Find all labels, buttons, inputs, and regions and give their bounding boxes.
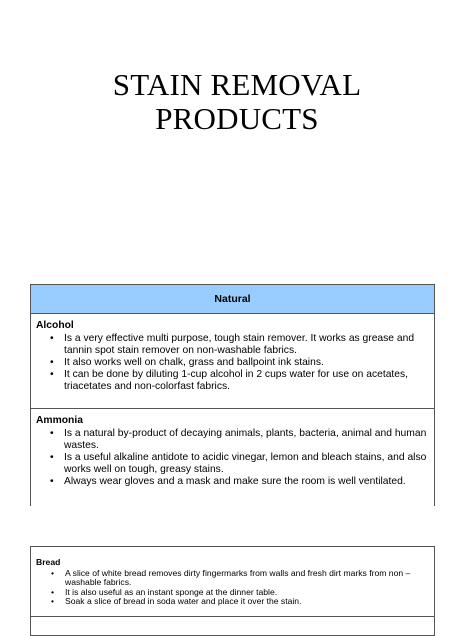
list-item xyxy=(36,569,434,588)
bullet-icon: • xyxy=(50,428,54,439)
alcohol-bullet-list xyxy=(36,333,434,393)
list-item xyxy=(36,428,434,452)
bullet-icon: • xyxy=(50,357,54,368)
list-item-text: It can be done by diluting 1-cup alcohol in 2 cups water for use on acetates, triacetates and non-colorfast fabrics. xyxy=(64,369,409,392)
page-title xyxy=(0,68,474,136)
list-item xyxy=(36,357,434,369)
section-title-bread: Bread xyxy=(36,557,61,567)
list-item xyxy=(36,369,434,393)
page-title-line-2: PRODUCTS xyxy=(155,101,319,136)
bullet-icon: • xyxy=(51,586,55,597)
bread-bullet-list xyxy=(36,569,434,607)
bullet-icon: • xyxy=(50,333,54,344)
list-item-text: Always wear gloves and a mask and make sure the room is well ventilated. xyxy=(64,476,406,487)
list-item-text: Is a useful alkaline antidote to acidic vinegar, lemon and bleach stains, and also works well on tough, greasy stains. xyxy=(64,452,427,475)
list-item-text: A slice of white bread removes dirty fingermarks from walls and fresh dirt marks from non – washable fabrics. xyxy=(65,567,411,588)
bread-table xyxy=(30,546,435,636)
list-item xyxy=(36,452,434,476)
section-alcohol xyxy=(31,314,434,409)
list-item-text: It is also useful as an instant sponge at the dinner table. xyxy=(65,586,278,597)
section-title-alcohol: Alcohol xyxy=(36,320,74,331)
section-bread xyxy=(31,547,434,617)
section-title-ammonia: Ammonia xyxy=(36,415,83,426)
bullet-icon: • xyxy=(51,567,55,578)
list-item-text: Soak a slice of bread in soda water and place it over the stain. xyxy=(65,596,302,607)
list-item xyxy=(36,333,434,357)
list-item-text: Is a natural by-product of decaying animals, plants, bacteria, animal and human wastes. xyxy=(64,428,427,451)
bullet-icon: • xyxy=(50,369,54,380)
page-title-line-1: STAIN REMOVAL xyxy=(112,67,362,102)
ammonia-bullet-list xyxy=(36,428,434,488)
list-item-text: Is a very effective multi purpose, tough stain remover. It works as grease and tannin spot stain remover on non-washable fabrics. xyxy=(64,333,415,356)
section-ammonia xyxy=(31,409,434,488)
list-item xyxy=(36,597,434,607)
natural-products-table xyxy=(30,284,435,506)
list-item xyxy=(36,476,434,488)
list-item-text: It also works well on chalk, grass and ballpoint ink stains. xyxy=(64,357,324,368)
bullet-icon: • xyxy=(50,452,54,463)
bullet-icon: • xyxy=(50,476,54,487)
table-header-natural: Natural xyxy=(31,285,434,314)
bullet-icon: • xyxy=(51,596,55,607)
